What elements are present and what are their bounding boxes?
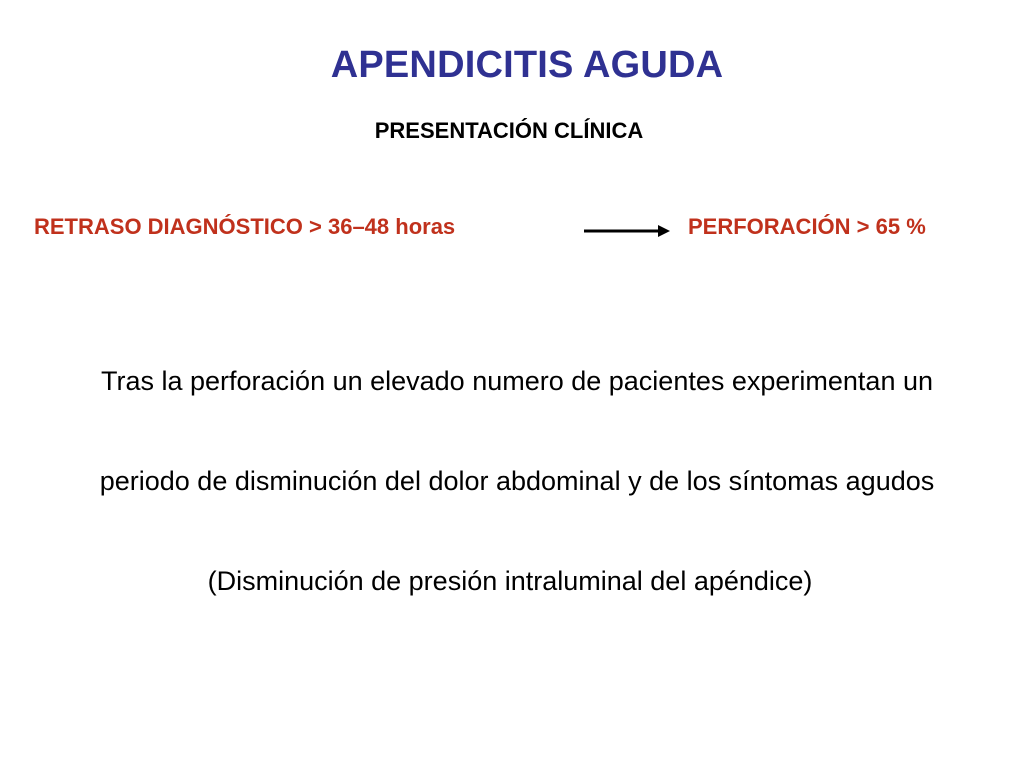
slide-title: APENDICITIS AGUDA xyxy=(330,44,724,86)
perforation-rate-text: PERFORACIÓN > 65 % xyxy=(688,214,926,239)
body-line-2: periodo de disminución del dolor abdominal y de los síntomas agudos xyxy=(99,466,935,496)
delay-perforation-row xyxy=(0,214,1024,246)
diagnostic-delay-text: RETRASO DIAGNÓSTICO > 36–48 horas xyxy=(34,214,456,239)
body-line-3: (Disminución de presión intraluminal del apéndice) xyxy=(207,566,813,596)
arrow-right-icon xyxy=(584,223,670,239)
slide-subtitle: PRESENTACIÓN CLÍNICA xyxy=(374,118,644,143)
body-line-1: Tras la perforación un elevado numero de pacientes experimentan un xyxy=(100,366,933,396)
